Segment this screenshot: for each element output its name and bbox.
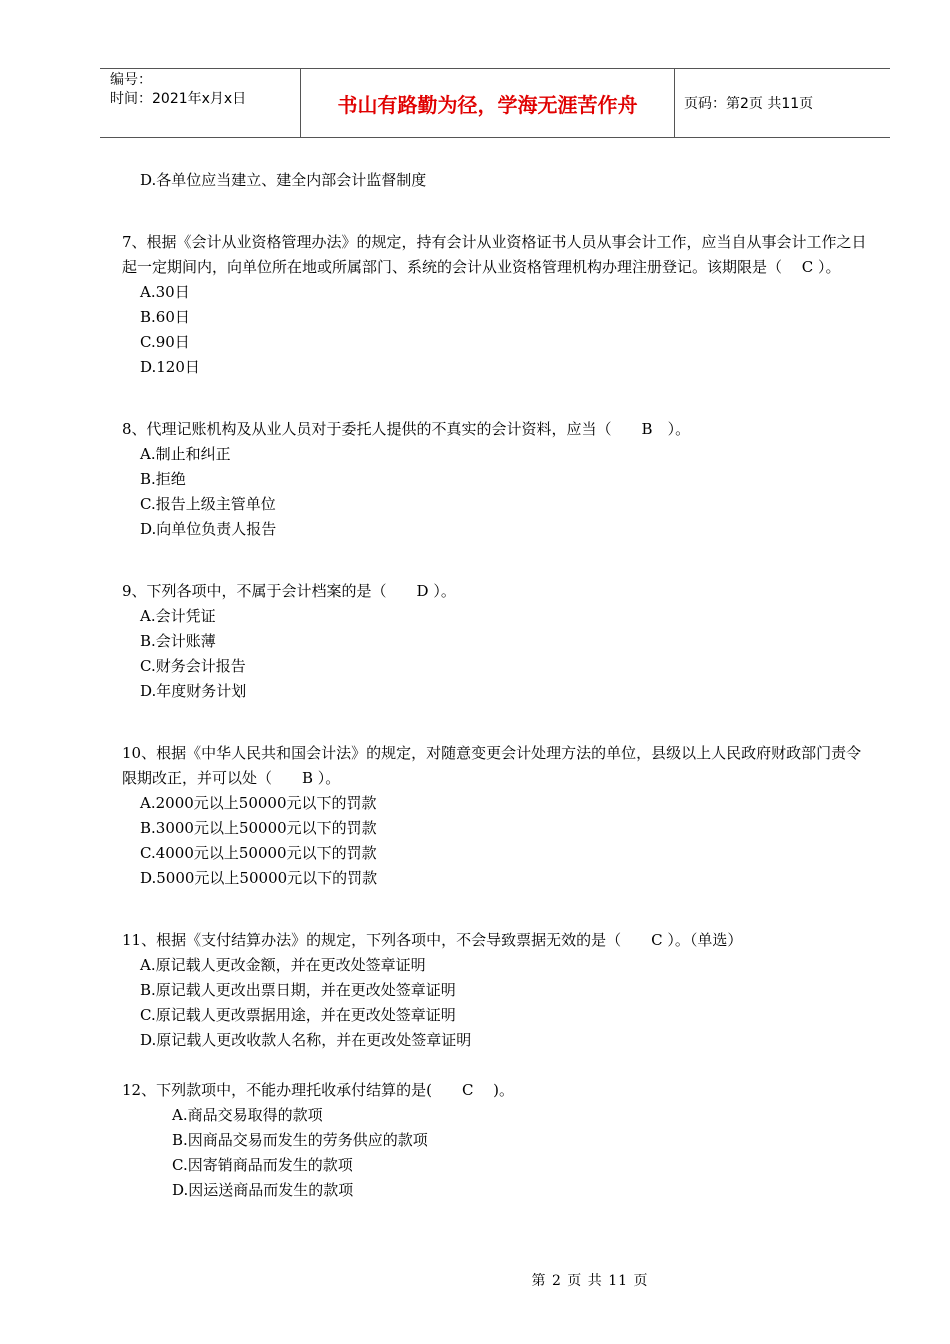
question-7-option-d: D.120日 bbox=[140, 358, 200, 376]
question-11-option-a: A.原记载人更改金额，并在更改处签章证明 bbox=[140, 956, 426, 974]
header-motto: 书山有路勤为径，学海无涯苦作舟 bbox=[301, 69, 675, 137]
question-7-option-c: C.90日 bbox=[140, 333, 190, 351]
question-7-stem: 7、根据《会计从业资格管理办法》的规定，持有会计从业资格证书人员从事会计工作，应当自从事会计工作之日起一定期间内，向单位所在地或所属部门、系统的会计从业资格管理机构办理注册登记。该期限是（ C ）。 bbox=[122, 233, 867, 276]
question-9-option-c: C.财务会计报告 bbox=[140, 657, 246, 675]
question-12-option-c: C.因寄销商品而发生的款项 bbox=[172, 1156, 353, 1174]
question-12-option-d: D.因运送商品而发生的款项 bbox=[172, 1181, 354, 1199]
document-number-label: 编号： bbox=[110, 72, 152, 88]
header-page-label: 页码：第2页 共11页 bbox=[684, 96, 814, 112]
page-footer: 第 2 页 共 11 页 bbox=[531, 1273, 649, 1289]
question-11-option-b: B.原记载人更改出票日期，并在更改处签章证明 bbox=[140, 981, 456, 999]
header-meta bbox=[100, 69, 301, 137]
question-11-option-c: C.原记载人更改票据用途，并在更改处签章证明 bbox=[140, 1006, 456, 1024]
question-9-option-d: D.年度财务计划 bbox=[140, 682, 247, 700]
question-12-option-b: B.因商品交易而发生的劳务供应的款项 bbox=[172, 1131, 428, 1149]
option-d-prev: D.各单位应当建立、建全内部会计监督制度 bbox=[140, 171, 427, 189]
document-time-label: 时间：2021年x月x日 bbox=[110, 91, 247, 107]
question-9-option-b: B.会计账薄 bbox=[140, 632, 216, 650]
question-12-option-a: A.商品交易取得的款项 bbox=[172, 1106, 323, 1124]
question-9-option-a: A.会计凭证 bbox=[140, 607, 216, 625]
question-7-option-a: A.30日 bbox=[140, 283, 190, 301]
question-8-option-a: A.制止和纠正 bbox=[140, 445, 231, 463]
question-8-option-b: B.拒绝 bbox=[140, 470, 186, 488]
question-10-option-b: B.3000元以上50000元以下的罚款 bbox=[140, 819, 377, 837]
question-10-option-c: C.4000元以上50000元以下的罚款 bbox=[140, 844, 377, 862]
question-7-option-b: B.60日 bbox=[140, 308, 190, 326]
question-8-stem: 8、代理记账机构及从业人员对于委托人提供的不真实的会计资料，应当（ B ）。 bbox=[122, 420, 691, 438]
question-12-stem: 12、下列款项中，不能办理托收承付结算的是( C )。 bbox=[122, 1081, 515, 1099]
question-11-stem: 11、根据《支付结算办法》的规定，下列各项中，不会导致票据无效的是（ C ）。（单选） bbox=[122, 931, 743, 949]
question-10-option-d: D.5000元以上50000元以下的罚款 bbox=[140, 869, 378, 887]
document-body bbox=[122, 168, 870, 1203]
question-10-option-a: A.2000元以上50000元以下的罚款 bbox=[140, 794, 377, 812]
question-8-option-d: D.向单位负责人报告 bbox=[140, 520, 277, 538]
question-11-option-d: D.原记载人更改收款人名称，并在更改处签章证明 bbox=[140, 1031, 472, 1049]
question-10-stem: 10、根据《中华人民共和国会计法》的规定，对随意变更会计处理方法的单位，县级以上人民政府财政部门责令限期改正，并可以处（ B ）。 bbox=[122, 744, 862, 787]
question-8-option-c: C.报告上级主管单位 bbox=[140, 495, 276, 513]
page-header bbox=[100, 68, 890, 138]
question-9-stem: 9、下列各项中，不属于会计档案的是（ D ）。 bbox=[122, 582, 456, 600]
